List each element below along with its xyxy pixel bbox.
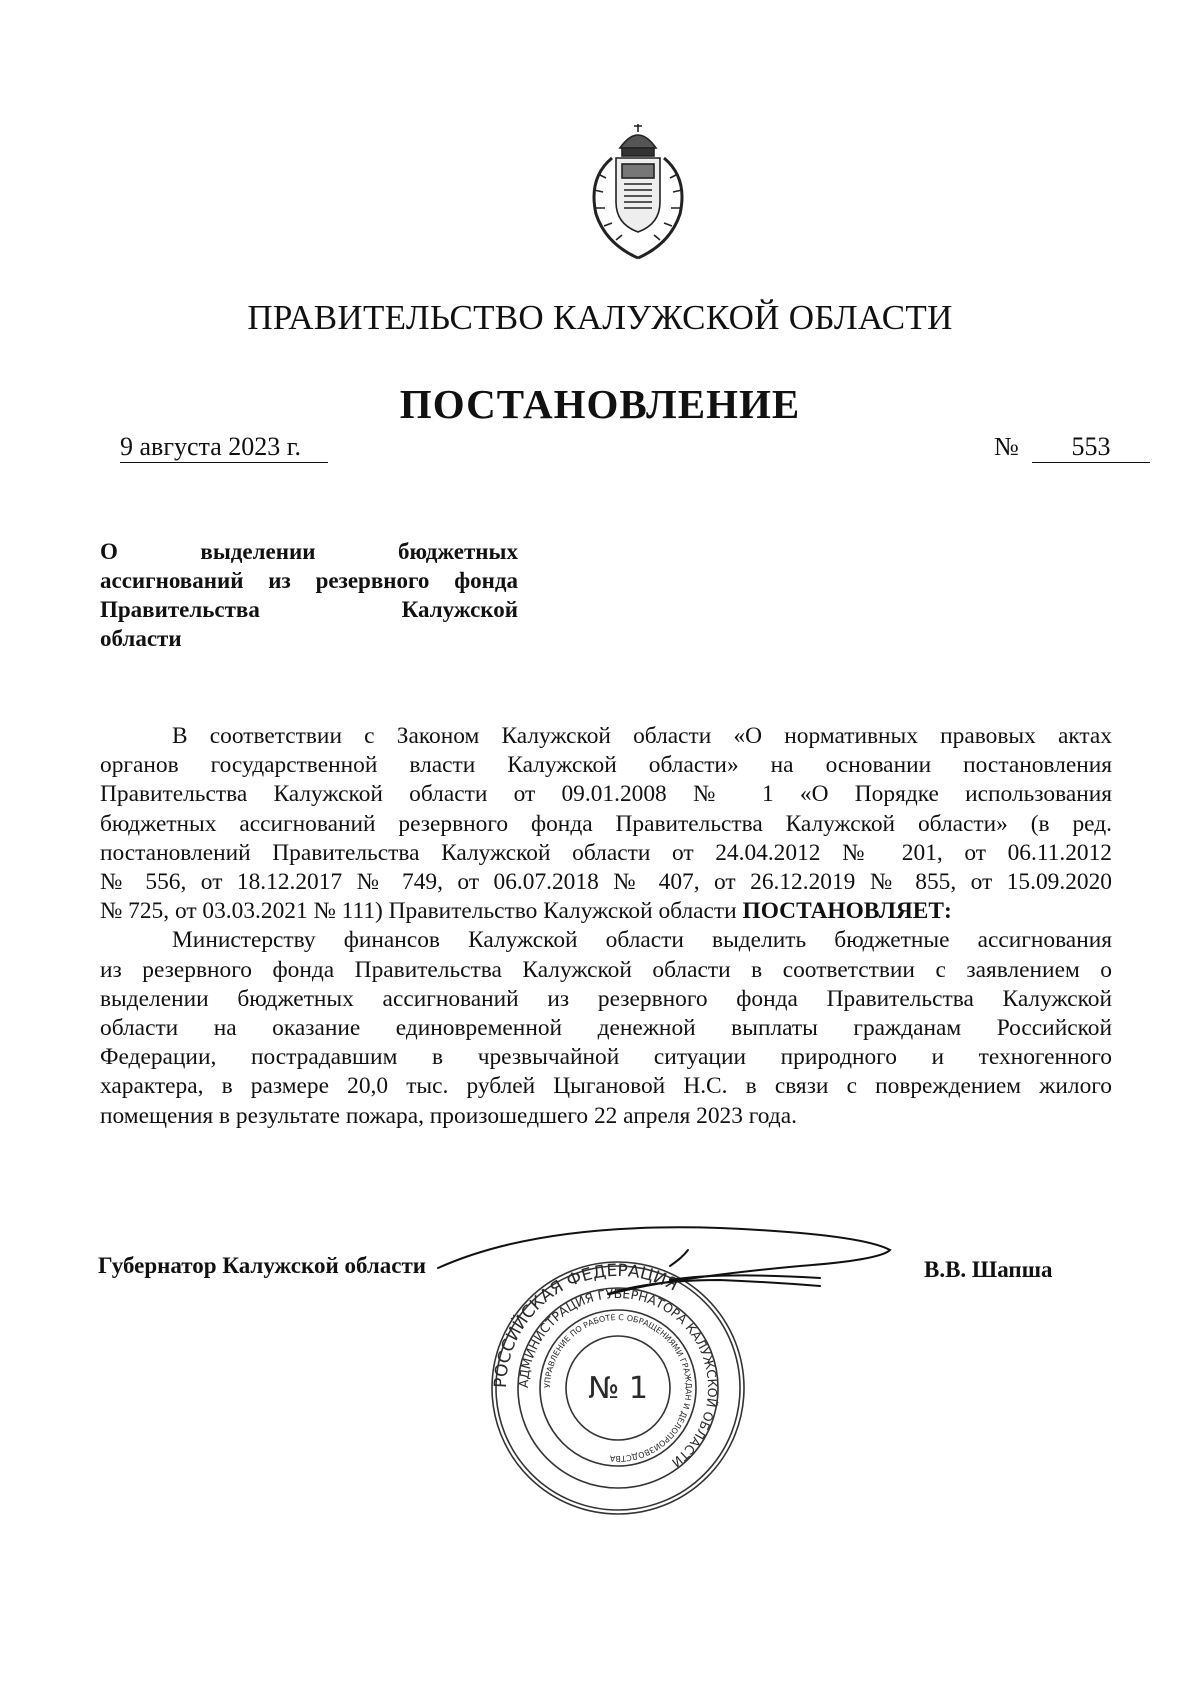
document-body bbox=[100, 722, 1112, 1131]
seal-ring-text: АДМИНИСТРАЦИЯ ГУБЕРНАТОРА КАЛУЖСКОЙ ОБЛАСТИ bbox=[515, 1285, 721, 1471]
organization-title: ПРАВИТЕЛЬСТВО КАЛУЖСКОЙ ОБЛАСТИ bbox=[247, 298, 953, 337]
body-line: характера, в размере 20,0 тыс. рублей Цыгановой Н.С. в связи с повреждением жилого bbox=[100, 1073, 1112, 1100]
body-line: области на оказание единовременной денежной выплаты гражданам Российской bbox=[100, 1015, 1112, 1042]
body-line: из резервного фонда Правительства Калужской области в соответствии с заявлением о bbox=[100, 956, 1112, 983]
body-line bbox=[100, 897, 1112, 926]
body-line: выделении бюджетных ассигнований из резервного фонда Правительства Калужской bbox=[100, 985, 1112, 1012]
body-line: помещения в результате пожара, произошедшего 22 апреля 2023 года. bbox=[100, 1102, 797, 1129]
document-subject bbox=[100, 537, 518, 653]
subject-line: области bbox=[100, 626, 182, 651]
subject-line: О выделении бюджетных bbox=[100, 539, 518, 564]
subject-line: Правительства Калужской bbox=[100, 597, 518, 622]
decree-keyword: ПОСТАНОВЛЯЕТ: bbox=[742, 898, 952, 925]
body-line: В соответствии с Законом Калужской области «О нормативных правовых актах bbox=[172, 723, 1112, 749]
body-line: № 556, от 18.12.2017 № 749, от 06.07.2018 № 407, от 26.12.2019 № 855, от 15.09.2020 bbox=[100, 869, 1112, 896]
document-type-title: ПОСТАНОВЛЕНИЕ bbox=[399, 381, 801, 427]
body-line: органов государственной власти Калужской области» на основании постановления bbox=[100, 752, 1112, 779]
body-line: Федерации, пострадавшим в чрезвычайной ситуации природного и техногенного bbox=[100, 1044, 1112, 1071]
number-label: № bbox=[994, 432, 1019, 461]
body-line: бюджетных ассигнований резервного фонда Правительства Калужской области» (в ред. bbox=[100, 810, 1112, 837]
subject-line: ассигнований из резервного фонда bbox=[100, 568, 518, 593]
coat-of-arms-icon bbox=[576, 118, 700, 266]
body-line: постановлений Правительства Калужской области от 24.04.2012 № 201, от 06.11.2012 bbox=[100, 839, 1112, 866]
seal-center-text: № 1 bbox=[588, 1371, 648, 1406]
seal-outer-text: РОССИЙСКАЯ ФЕДЕРАЦИЯ bbox=[490, 1260, 682, 1389]
document-date: 9 августа 2023 г. bbox=[120, 432, 328, 463]
signatory-position: Губернатор Калужской области bbox=[98, 1253, 427, 1278]
body-line: Министерству финансов Калужской области выделить бюджетные ассигнования bbox=[172, 927, 1112, 954]
signatory-name: В.В. Шапша bbox=[924, 1257, 1053, 1282]
seal-inner-text: УПРАВЛЕНИЕ ПО РАБОТЕ С ОБРАЩЕНИЯМИ ГРАЖДАН И ДЕЛОПРОИЗВОДСТВА bbox=[542, 1312, 694, 1464]
body-line-text: № 725, от 03.03.2021 № 111) Правительство Калужской области bbox=[100, 898, 743, 925]
handwritten-signature bbox=[420, 1220, 940, 1360]
body-line: Правительства Калужской области от 09.01.2008 № 1 «О Порядке использования bbox=[100, 781, 1112, 808]
document-number: 553 bbox=[1032, 432, 1150, 463]
